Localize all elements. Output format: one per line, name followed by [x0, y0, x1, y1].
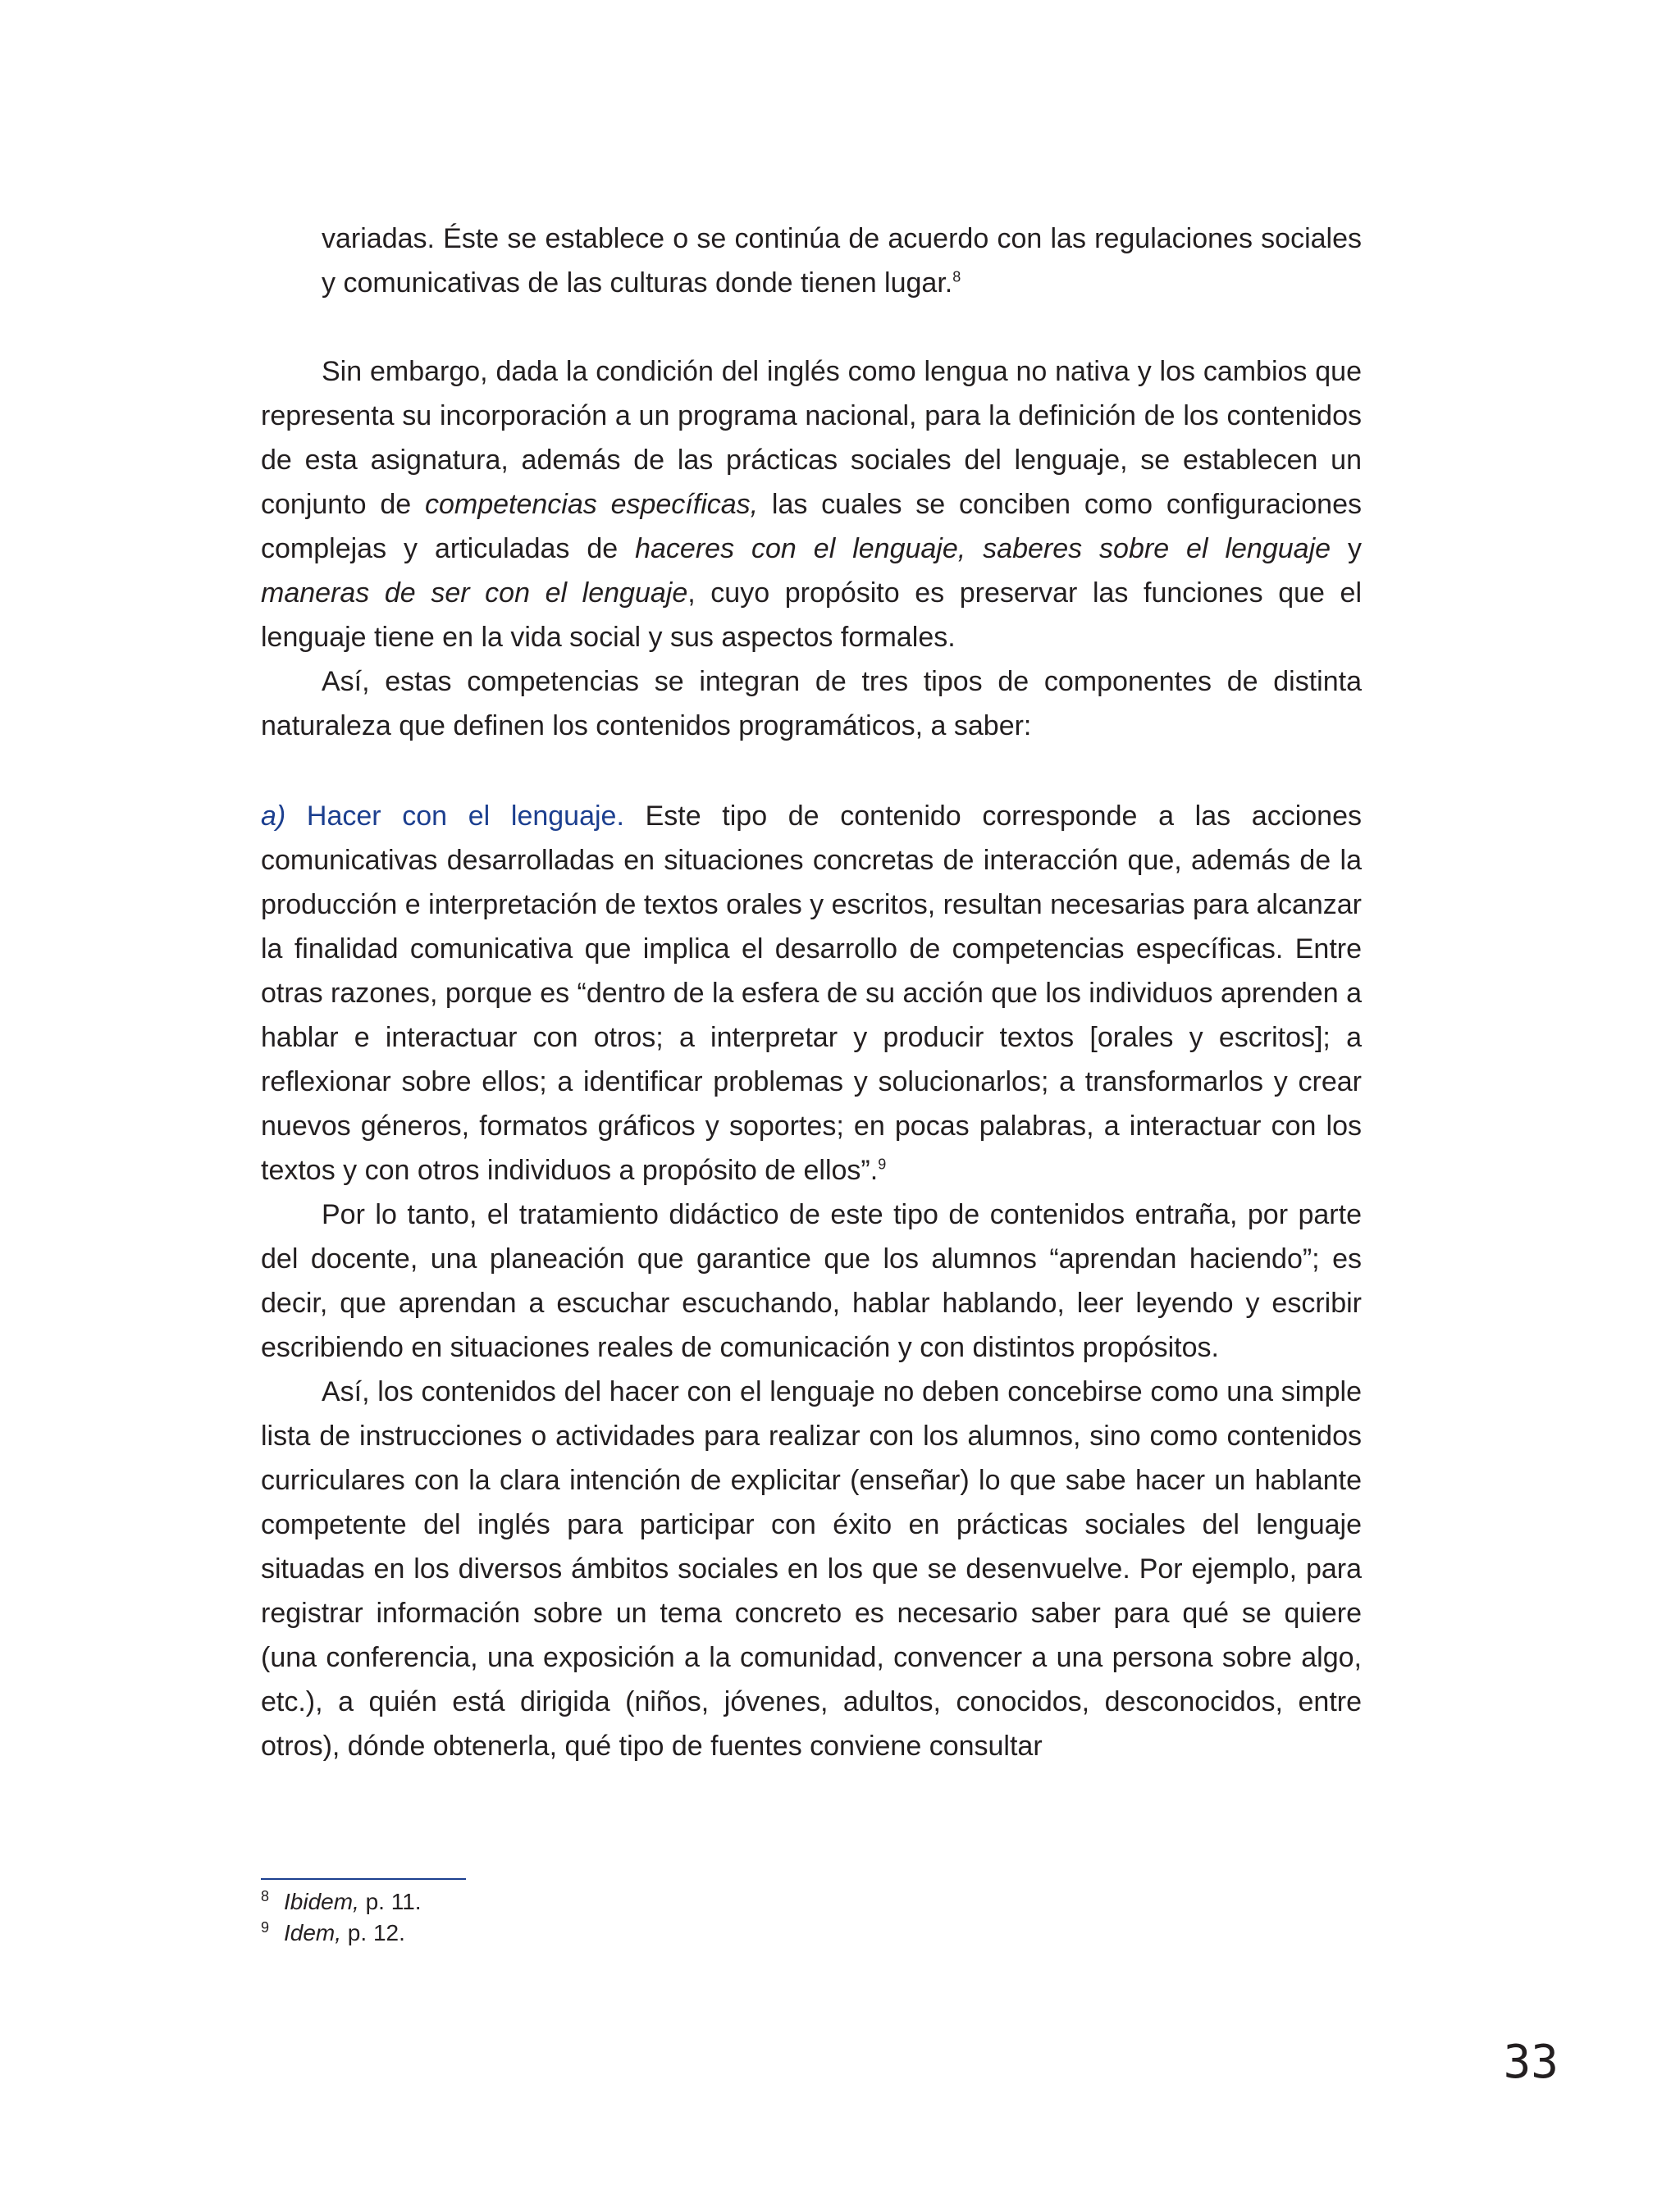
page-number: 33 — [1503, 2036, 1559, 2089]
paragraph-tratamiento-didactico: Por lo tanto, el tratamiento didáctico de este tipo de contenidos entraña, por parte del docente, una planeación que garantice que los alumnos “aprendan haciendo”; es decir, que aprendan a escuchar escuchando, hablar hablando, leer leyendo y escribir escribiendo en situaciones reales de comunicación y con distintos propósitos. — [261, 1199, 1362, 1363]
footnote-emphasis: Ibidem, — [284, 1889, 359, 1914]
block-quote-continuation — [322, 217, 1362, 305]
body-paragraphs-top — [261, 349, 1362, 748]
para1-emphasis-competencias: competencias específicas, — [424, 489, 759, 520]
paragraph-contenidos-hacer: Así, los contenidos del hacer con el lenguaje no deben concebirse como una simple lista de instrucciones o actividades para realizar con los alumnos, sino como contenidos curriculares con la clara intención de explicitar (enseñar) lo que sabe hacer un hablante competente del inglés para participar con éxito en prácticas sociales del lenguaje situadas en los diversos ámbitos sociales en los que se desenvuelve. Por ejemplo, para registrar información sobre un tema concreto es necesario saber para qué se quiere (una conferencia, una exposición a la comunidad, convencer a una persona sobre algo, etc.), a quién está dirigida (niños, jóvenes, adultos, conocidos, desconocidos, entre otros), dónde obtenerla, qué tipo de fuentes conviene consultar — [261, 1376, 1362, 1762]
paragraph-competencias — [261, 349, 1362, 659]
para1-text-b: las cuales se conciben como configuraciones complejas y articuladas de — [261, 489, 1362, 564]
section-heading: Hacer con el lenguaje. — [285, 800, 624, 832]
section-a-text: Este tipo de contenido corresponde a las acciones comunicativas desarrolladas en situaciones concretas de interacción que, además de la producción e interpretación de textos orales y escritos, resultan necesarias para alcanzar la finalidad comunicativa que implica el desarrollo de competencias específicas. Entre otras razones, porque es “dentro de la esfera de su acción que los individuos aprenden a hablar e interactuar con otros; a interpretar y producir textos [orales y escritos]; a reflexionar sobre ellos; a identificar problemas y solucionarlos; a transformarlos y crear nuevos géneros, formatos gráficos y soportes; en pocas palabras, a interactuar con los textos y con otros individuos a propósito de ellos”. — [261, 800, 1362, 1186]
footnote-text: p. 11. — [358, 1889, 422, 1914]
para1-text-d: , cuyo propósito es preservar las funciones que el lenguaje tiene en la vida social y sus aspectos formales. — [261, 577, 1363, 653]
body-paragraphs-section-a — [261, 794, 1362, 1768]
footnote-8: 8 Ibidem, p. 11. — [261, 1887, 422, 1914]
para1-text-c: y — [1331, 533, 1362, 564]
paragraph-componentes: Así, estas competencias se integran de tres tipos de componentes de distinta naturaleza que definen los contenidos programáticos, a saber: — [261, 666, 1362, 741]
footnote-ref-8[interactable]: 8 — [952, 268, 961, 285]
footnote-divider — [261, 1878, 466, 1880]
footnote-9: 9 Idem, p. 12. — [261, 1918, 405, 1945]
para1-text-a: Sin embargo, dada la condición del inglés como lengua no nativa y los cambios que representa su incorporación a un programa nacional, para la definición de los contenidos de esta asignatura, además de las prácticas sociales del lenguaje, se establecen un conjunto de — [261, 356, 1362, 520]
section-marker: a) — [261, 800, 286, 832]
quote-text: variadas. Éste se establece o se continúa de acuerdo con las regulaciones sociales y comunicativas de las culturas donde tienen lugar. — [322, 223, 1362, 299]
paragraph-hacer-con-el-lenguaje — [261, 794, 1362, 1193]
footnote-text: p. 12. — [341, 1920, 405, 1945]
para1-emphasis-haceres: haceres con el lenguaje, saberes sobre el lenguaje — [635, 533, 1331, 564]
footnote-ref-9[interactable]: 9 — [878, 1156, 887, 1173]
para1-emphasis-maneras: maneras de ser con el lenguaje — [261, 577, 688, 609]
footnotes — [261, 1886, 999, 1949]
footnote-emphasis: Idem, — [284, 1920, 342, 1945]
